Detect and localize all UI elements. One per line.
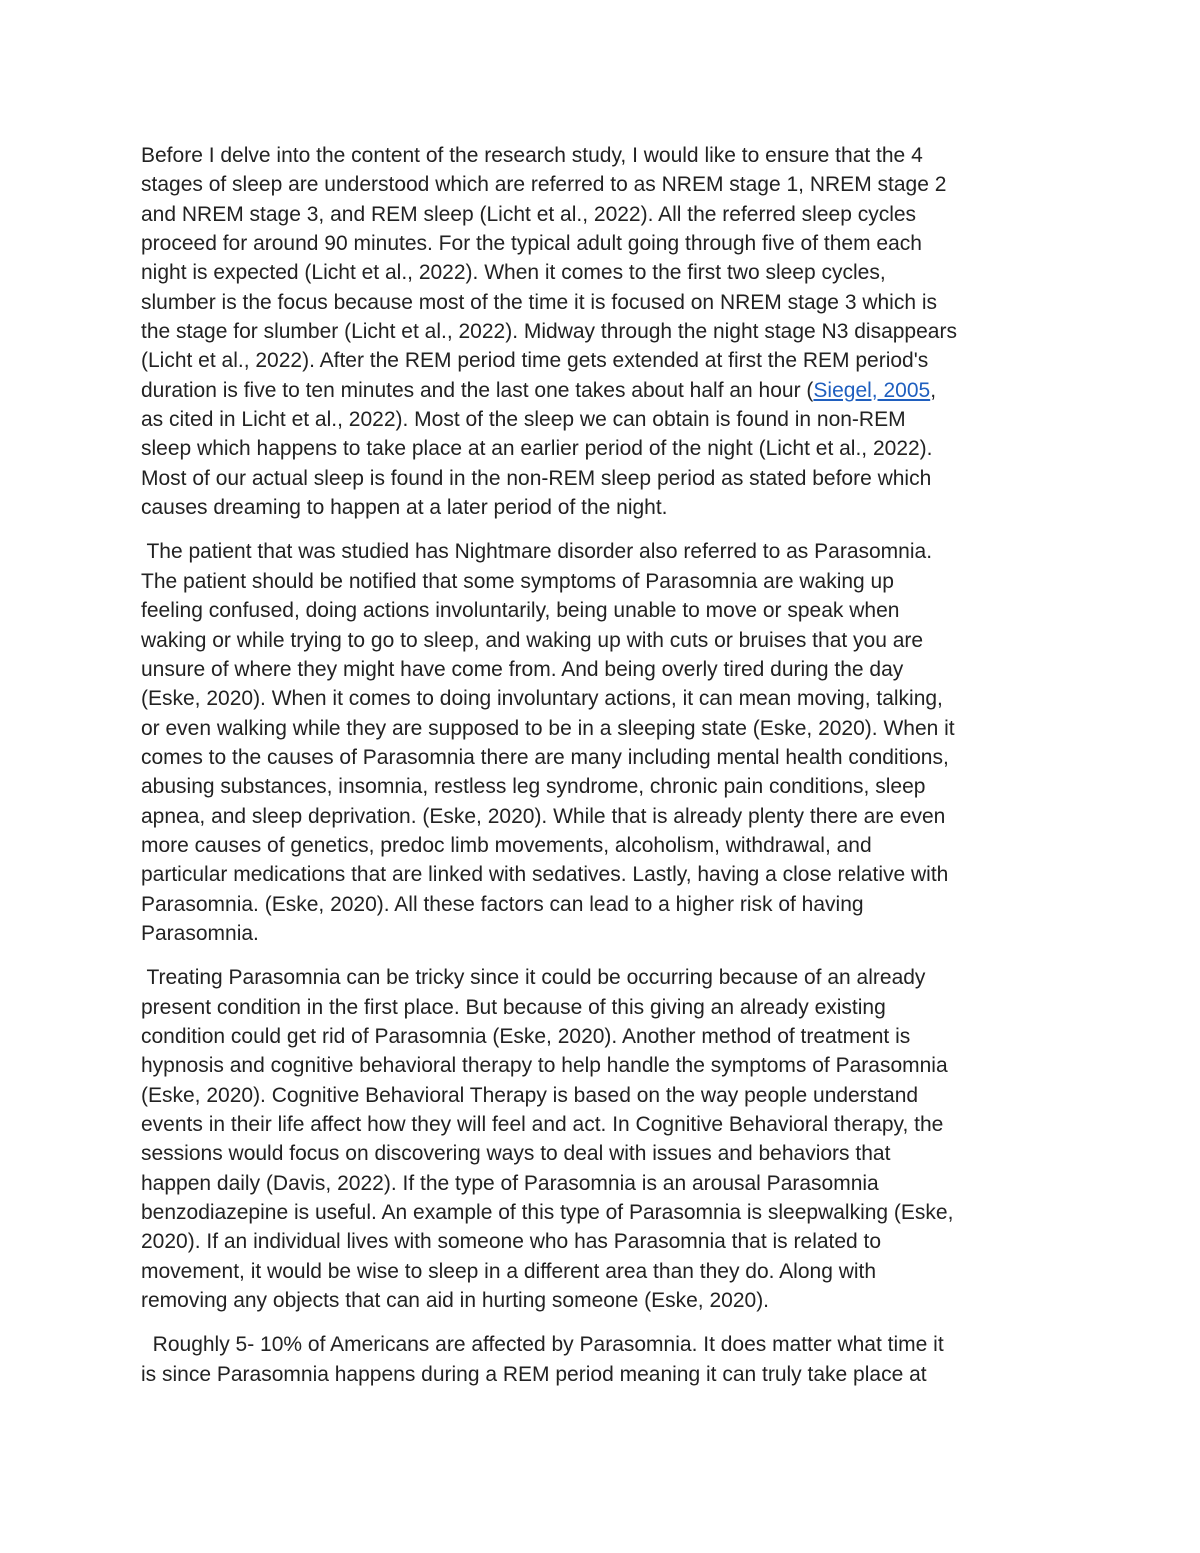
text-line: hypnosis and cognitive behavioral therapy to help handle the symptoms of Parasomnia	[141, 1054, 948, 1078]
text-line: removing any objects that can aid in hurting someone (Eske, 2020).	[141, 1289, 770, 1313]
text-line: 2020). If an individual lives with someone who has Parasomnia that is related to	[141, 1230, 882, 1254]
text-line: more causes of genetics, predoc limb movements, alcoholism, withdrawal, and	[141, 833, 872, 857]
text-line: apnea, and sleep deprivation. (Eske, 2020). While that is already plenty there are even	[141, 804, 946, 828]
text-after-link: ,	[930, 378, 937, 402]
text-line: present condition in the first place. But because of this giving an already existing	[141, 995, 886, 1019]
text-line: and NREM stage 3, and REM sleep (Licht et al., 2022). All the referred sleep cycles	[141, 202, 917, 226]
text-line: Most of our actual sleep is found in the non-REM sleep period as stated before which	[141, 466, 932, 490]
text-line: Roughly 5- 10% of Americans are affected by Parasomnia. It does matter what time it	[141, 1333, 944, 1357]
text-before-link: duration is five to ten minutes and the last one takes about half an hour (	[141, 378, 814, 402]
text-line: (Eske, 2020). Cognitive Behavioral Therapy is based on the way people understand	[141, 1083, 919, 1107]
text-line: Parasomnia. (Eske, 2020). All these factors can lead to a higher risk of having	[141, 892, 864, 916]
text-line: the stage for slumber (Licht et al., 2022). Midway through the night stage N3 disappears	[141, 320, 957, 344]
text-line: Before I delve into the content of the research study, I would like to ensure that the 4	[141, 144, 923, 167]
text-line: is since Parasomnia happens during a REM period meaning it can truly take place at	[141, 1362, 927, 1386]
text-line: waking or while trying to go to sleep, and waking up with cuts or bruises that you are	[141, 628, 924, 652]
text-line: abusing substances, insomnia, restless leg syndrome, chronic pain conditions, sleep	[141, 775, 926, 799]
text-line: slumber is the focus because most of the time it is focused on NREM stage 3 which is	[141, 290, 938, 314]
text-line: night is expected (Licht et al., 2022). When it comes to the first two sleep cycles,	[141, 261, 886, 285]
text-line: (Licht et al., 2022). After the REM period time gets extended at first the REM period's	[141, 349, 929, 373]
text-line: happen daily (Davis, 2022). If the type of Parasomnia is an arousal Parasomnia	[141, 1171, 879, 1195]
text-line: movement, it would be wise to sleep in a different area than they do. Along with	[141, 1259, 877, 1283]
paragraph-parasomnia-prevalence	[141, 1330, 1061, 1389]
text-line: particular medications that are linked with sedatives. Lastly, having a close relative with	[141, 863, 949, 887]
text-line: stages of sleep are understood which are referred to as NREM stage 1, NREM stage 2	[141, 173, 947, 197]
text-line: proceed for around 90 minutes. For the typical adult going through five of them each	[141, 232, 922, 256]
paragraph-parasomnia-symptoms	[141, 537, 1061, 948]
text-line: events in their life affect how they will feel and act. In Cognitive Behavioral therapy, the	[141, 1113, 944, 1136]
text-line-with-citation-link	[141, 376, 1061, 405]
text-line: or even walking while they are supposed to be in a sleeping state (Eske, 2020). When it	[141, 716, 955, 740]
text-line: benzodiazepine is useful. An example of this type of Parasomnia is sleepwalking (Eske,	[141, 1201, 954, 1225]
text-line: condition could get rid of Parasomnia (Eske, 2020). Another method of treatment is	[141, 1024, 911, 1048]
text-line: feeling confused, doing actions involuntarily, being unable to move or speak when	[141, 599, 900, 623]
text-line: (Eske, 2020). When it comes to doing involuntary actions, it can mean moving, talking,	[141, 687, 943, 711]
paragraph-sleep-stages	[141, 141, 1061, 522]
text-line: as cited in Licht et al., 2022). Most of the sleep we can obtain is found in non-REM	[141, 408, 906, 432]
document-body	[141, 141, 1061, 1404]
text-line: The patient that was studied has Nightmare disorder also referred to as Parasomnia.	[141, 540, 933, 564]
text-line: causes dreaming to happen at a later period of the night.	[141, 496, 668, 520]
text-line: sleep which happens to take place at an earlier period of the night (Licht et al., 2022).	[141, 437, 933, 461]
text-line: The patient should be notified that some symptoms of Parasomnia are waking up	[141, 569, 894, 593]
text-line: comes to the causes of Parasomnia there are many including mental health conditions,	[141, 745, 949, 769]
text-line: Treating Parasomnia can be tricky since it could be occurring because of an already	[141, 966, 926, 990]
paragraph-parasomnia-treatment	[141, 963, 1061, 1315]
text-line: Parasomnia.	[141, 921, 259, 945]
text-line: unsure of where they might have come from. And being overly tired during the day	[141, 657, 904, 681]
citation-link-siegel[interactable]: Siegel, 2005	[813, 378, 931, 402]
text-line: sessions would focus on discovering ways to deal with issues and behaviors that	[141, 1142, 891, 1166]
